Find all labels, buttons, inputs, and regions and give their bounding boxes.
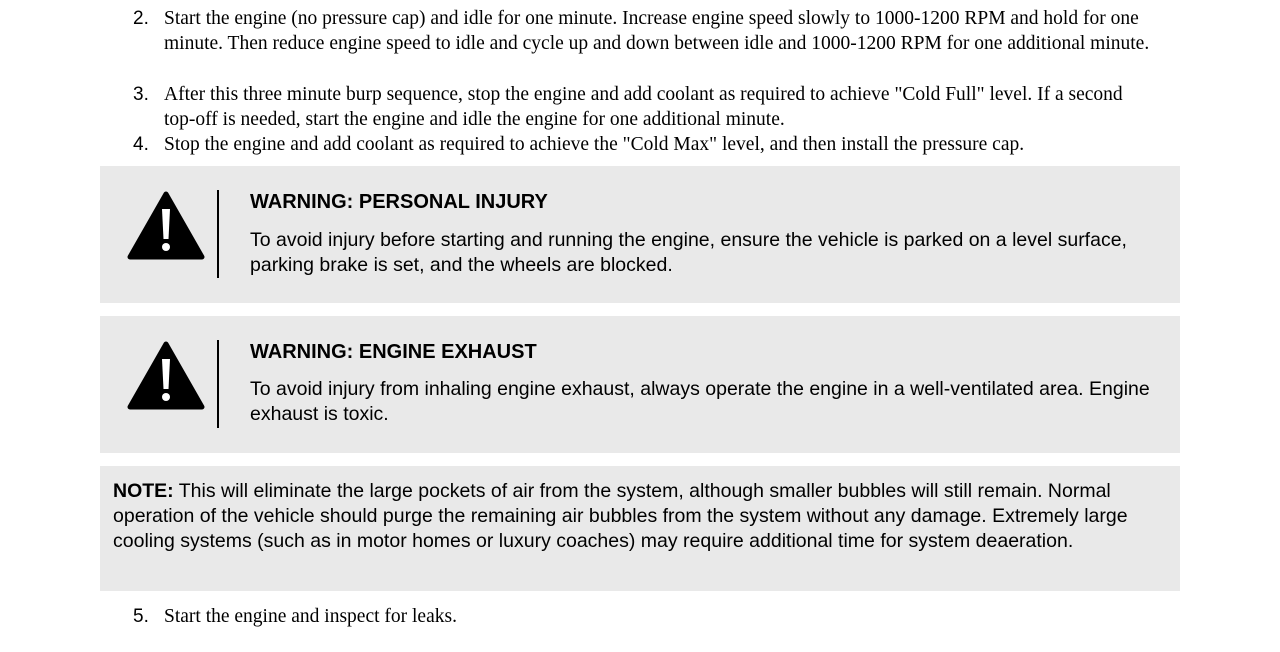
warning-divider	[217, 190, 219, 278]
warning-triangle-icon	[127, 341, 205, 411]
step-text: Start the engine and inspect for leaks.	[164, 606, 457, 627]
step-text: Stop the engine and add coolant as required to achieve the "Cold Max" level, and then install the pressure cap.	[164, 134, 1025, 155]
step-number: 4.	[133, 134, 149, 155]
warning-triangle-icon	[127, 191, 205, 261]
step-text: After this three minute burp sequence, stop the engine and add coolant as required to achieve "Cold Full" level. If a second top-off is needed, start the engine and idle the engine for one additional minute.	[164, 84, 1123, 130]
warning-body: To avoid injury from inhaling engine exhaust, always operate the engine in a well-ventilated area. Engine exhaust is toxic.	[250, 378, 1150, 425]
step-number: 2.	[133, 8, 149, 29]
warning-body: To avoid injury before starting and running the engine, ensure the vehicle is parked on a level surface, parking brake is set, and the wheels are blocked.	[250, 229, 1127, 276]
warning-title: WARNING: ENGINE EXHAUST	[250, 341, 537, 363]
warning-title: WARNING: PERSONAL INJURY	[250, 191, 548, 213]
step-text: Start the engine (no pressure cap) and idle for one minute. Increase engine speed slowly to 1000-1200 RPM and hold for one minute. Then reduce engine speed to idle and cycle up and down between idle and 1000-1200 RPM for one additional minute.	[164, 8, 1150, 54]
note-body: This will eliminate the large pockets of air from the system, although smaller bubbles will still remain. Normal operation of the vehicle should purge the remaining air bubbles from the system without any damage. Extremely large cooling systems (such as in motor homes or luxury coaches) may require additional time for system deaeration.	[113, 480, 1128, 552]
note-text	[113, 479, 1163, 554]
note-label: NOTE:	[113, 480, 174, 502]
warning-divider	[217, 340, 219, 428]
step-number: 3.	[133, 84, 149, 105]
step-number: 5.	[133, 606, 149, 627]
